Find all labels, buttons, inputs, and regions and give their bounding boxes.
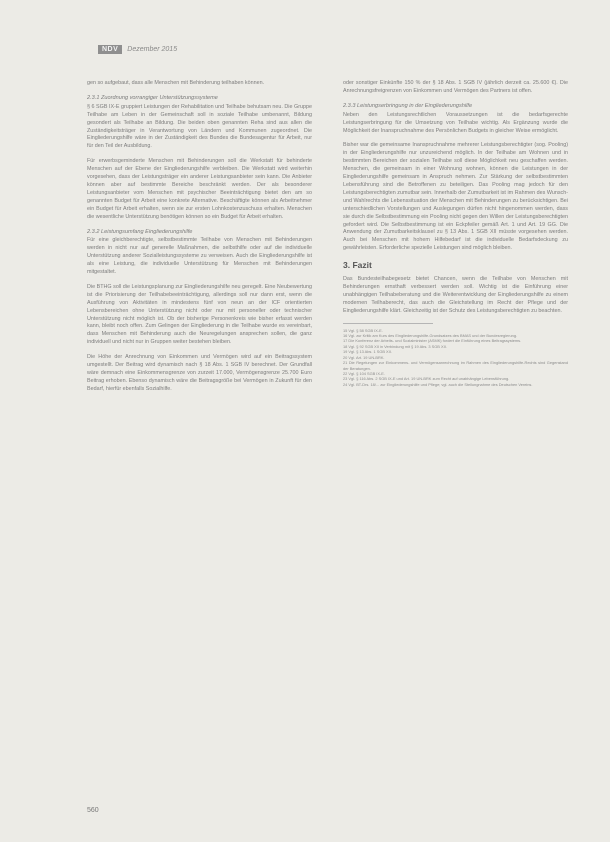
footnote: 16 Vgl. zur Kritik am Kurs des Eingliederungshilfe-Grundsatzes des BMAS und der Bundesregierung. <box>343 333 518 339</box>
issue-date: Dezember 2015 <box>127 45 178 53</box>
paragraph: Die BTHG soll die Leistungsplanung zur Eingliederungshilfe neu geregelt. Eine Neubewertung ist die Priorisierung der Teilhabebeeinträchtigung, allerdings soll nur dann erst, wenn die Ausführung von Aktivitäten in mindestens fünf von neun an der ICF orientierten Lebensbereichen ohne Unterstützung nicht oder nur mit personeller oder technischer Unterstützung nicht möglich ist. Ob der bisherige Personenkreis wie bisher erfasst werden kann, bleibt noch offen. Zum Gelingen der Eingliederung in die Teilhabe wurde es vereinbart, dass Menschen mit Behinderung auch die Neuregelungen ansprechen sollen, die ganz individuell und nicht nur in Gruppen weiter bestehen bleiben. <box>87 283 312 346</box>
paragraph: Für erwerbsgeminderte Menschen mit Behinderungen soll die Werkstatt für behinderte Menschen auf der Ebene der Eingliederungshilfe verbleiben. Die Werkstatt wird weiterhin vorgesehen, dass der Leistungsträger ein anderer Leistungsanbieter sein kann. Die Anbieter können aber auf bestimmte Bereiche beschränkt werden. Der als besonderer Leistungsanbieter vom Menschen mit psychischer Beeinträchtigung bietet den am so genannten Budget für Arbeit eine konkrete Alternative. Beschäftigte können als Arbeitnehmer ein Budget für Arbeit erhalten, wenn sie zur ersten Lohnkostenzuschuss erhalten. Menschen die wesentliche Unterstützung benötigen können so ein Budget für Arbeit erhalten. <box>87 158 312 220</box>
footnote: 23 Vgl. § 116 Abs. 2 SGB IX-E und Art. 19 UN-BRK zum Recht auf unabhängige Lebensführung. <box>343 376 510 382</box>
section-heading: 2.3.2 Leistungsumfang Eingliederungshilfe <box>87 228 193 235</box>
left-column <box>87 80 312 401</box>
footnote-divider <box>343 323 433 324</box>
paragraph: Neben den Leistungsrechtlichen Voraussetzungen ist die bedarfsgerechte Leistungserbringung für die Umsetzung von Teilhabe wichtig. Als Ergänzung wurde die Möglichkeit der Inanspruchnahme des Persönlichen Budgets in gleicher Weise ermöglicht. <box>343 111 568 134</box>
paragraph: Bisher war die gemeinsame Inanspruchnahme mehrerer Leistungsberechtigter (sog. Pooling) in der Eingliederungshilfe nur unzureichend möglich. In der Teilhabe am Wohnen und in bestimmten Bereichen der sozialen Teilhabe soll diese Möglichkeit neu geschaffen werden. Menschen, die gemeinsam in einer Wohnung wohnen, können die Leistungen in der Eingliederungshilfe gemeinsam in Anspruch nehmen. Zur Stärkung der selbstbestimmten Lebensführung sind die Betroffenen zu beteiligen. Das Pooling mag jedoch für den Leistungsberechtigten zumutbar sein. Innerhalb der Zumutbarkeit ist im Rahmen des Wunsch- und Wahlrechts die Lebenssituation der Menschen mit Behinderungen zu berücksichtigen. Bei unterschiedlichen Vorstellungen und Auslegungen dürfen nicht hingenommen werden, dass sie durch die Selbstbestimmung ein Pooling nicht gegen den Willen der Leistungsberechtigten gefordert wird. Die Selbstbestimmung ist ein Eckpfeiler gemäß Art. 1 und Art. 19 GG. Die Anwendung der Zumutbarkeitsklausel zu § 13 Abs. 1 SGB XII müsste vorgesehen werden. Auch bei Menschen mit hohem Hilfebedarf ist die individuelle Bedarfsdeckung zu gewährleisten. Erforderliche spezielle Leistungen sind möglich bleiben. <box>343 142 568 252</box>
page-number: 560 <box>87 807 99 814</box>
paragraph: Die Höhe der Anrechnung von Einkommen und Vermögen wird auf ein Beitragssystem umgestellt. Der Beitrag wird dynamisch nach § 18 Abs. 1 SGB IV berechnet. Der Grundfall wäre demnach eine Einkommensgrenze von zurzeit 17.000, Vermögensgrenze 25.700 Euro Beitrag erhoben. Ebenso dynamisch wäre die Beitragsgröße bei Vermögen in Zukunft für den Bedarf, hierfür ebenfalls Sozialhilfe. <box>87 354 312 392</box>
footnote: 15 Vgl. § 58 SGB IX-E. <box>343 327 383 333</box>
paragraph: Für eine gleichberechtigte, selbstbestimmte Teilhabe von Menschen mit Behinderungen werden in nicht nur auf generelle Maßnahmen, die selbsthilfe oder auf die individuelle Unterstützung anderer Sozialleistungssysteme zu verweisen. Auch die Eingliederungshilfe ist als eine Leistung, die individuelle Unterstützung für Menschen mit Behinderungen mitgestaltet. <box>87 237 312 276</box>
paragraph: Das Bundesteilhabegesetz bietet Chancen, wenn die Teilhabe von Menschen mit Behinderungen ernsthaft verbessert werden soll. Wichtig ist die Einführung einer unabhängigen Teilhabeberatung und die Weiterentwicklung der Eingliederungshilfe zu einem modernen Teilhaberecht, das auch die Gleichstellung im Recht der Pflege und der Eingliederungshilfe klärt. Gleichzeitig ist der Schutz des Leistungsberechtigten zu beachten. <box>343 276 568 314</box>
right-column <box>343 80 568 387</box>
section-heading: 2.3.3 Leistungserbringung in der Eingliederungshilfe <box>343 102 473 109</box>
footnote: 24 Vgl. BT-Drs. 18/... zur Eingliederungshilfe und Pflege; vgl. auch die Stellungnahme des Deutschen Vereins. <box>343 381 533 387</box>
section-heading: 2.3.1 Zuordnung vorrangiger Unterstützungssysteme <box>87 94 218 101</box>
paragraph: oder sonstiger Einkünfte 150 % der § 18 Abs. 1 SGB IV (jährlich derzeit ca. 25.600 €). Die Anrechnungsfreigrenzen von Einkommen und Vermögen des Partners ist offen. <box>343 80 568 94</box>
footnote: 18 Vgl. § 92 SGB XII in Verbindung mit § 19 Abs. 3 SGB XII. <box>343 343 447 349</box>
footnote: 22 Vgl. § 104 SGB IX-E. <box>343 370 385 376</box>
footnote: 19 Vgl. § 13 Abs. 1 SGB XII. <box>343 349 392 355</box>
paragraph: § 6 SGB IX-E gruppiert Leistungen der Rehabilitation und Teilhabe behutsam neu. Die Gruppe Teilhabe am Leben in der Gemeinschaft soll in soziale Teilhabe umbenannt, Bildung gesondert als Teilhabe an Bildung. Die beiden oben genannten Reha sind aus allen die Zuständigkeitsträger in Verantwortung von Ländern und Kommunen zugeordnet. Die Eingliederungshilfe wäre in der Zuständigkeit des Bundes die Bundesagentur für Arbeit, nur für den Teil der Ausbildung. <box>87 103 312 150</box>
footnote: 21 Die Regelungen zur Einkommens- und Vermögensanrechnung im Rahmen des Eingliederungshilfe-Rechts sind Gegenstand der Beratungen. <box>343 360 568 371</box>
footnote: 20 Vgl. Art. 19 UN-BRK. <box>343 354 385 360</box>
footnote: 17 Die Konferenz der Arbeits- und Sozialminister (ASMK) fordert die Einführung eines Beitragssystems. <box>343 338 522 344</box>
running-header <box>98 44 177 54</box>
paragraph: gen so aufgebaut, dass alle Menschen mit Behinderung teilhaben können. <box>87 80 265 86</box>
journal-badge: NDV <box>98 45 122 54</box>
section-heading: 3. Fazit <box>343 260 372 271</box>
